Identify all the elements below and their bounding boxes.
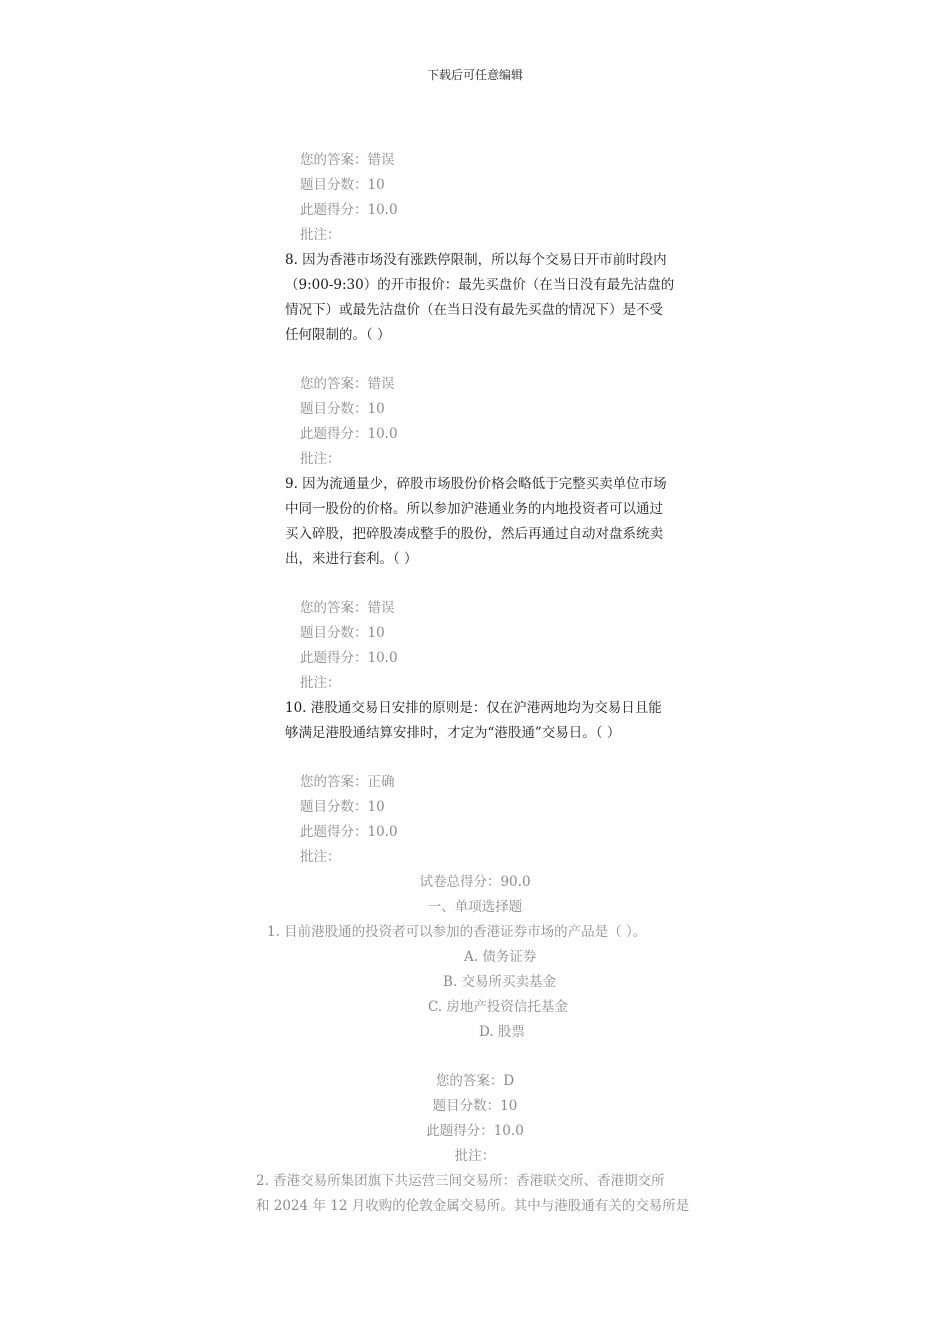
q9-result bbox=[300, 596, 398, 696]
question-line: 中同一股份的价格。所以参加沪港通业务的内地投资者可以通过 bbox=[285, 501, 663, 517]
your-answer: 您的答案：正确 bbox=[300, 774, 395, 790]
question-note: 批注： bbox=[300, 675, 341, 691]
question-score: 此题得分：10.0 bbox=[300, 650, 398, 666]
question-points: 题目分数：10 bbox=[432, 1098, 518, 1114]
question-points: 题目分数：10 bbox=[300, 799, 385, 815]
question-score: 此题得分：10.0 bbox=[426, 1123, 524, 1139]
mc-question-2-line: 2. 香港交易所集团旗下共运营三间交易所：香港联交所、香港期交所 bbox=[256, 1173, 665, 1189]
question-points: 题目分数：10 bbox=[300, 625, 385, 641]
question-line: 买入碎股，把碎股凑成整手的股份，然后再通过自动对盘系统卖 bbox=[285, 526, 663, 542]
question-points: 题目分数：10 bbox=[300, 177, 385, 193]
question-note: 批注： bbox=[454, 1148, 496, 1164]
question-line: 任何限制的。（ ） bbox=[285, 327, 391, 343]
question-line: （9:00-9:30）的开市报价：最先买盘价（在当日没有最先沽盘的 bbox=[285, 277, 675, 293]
question-points: 题目分数：10 bbox=[300, 401, 385, 417]
question-line: 8. 因为香港市场没有涨跌停限制，所以每个交易日开市前时段内 bbox=[285, 252, 667, 268]
question-score: 此题得分：10.0 bbox=[300, 202, 398, 218]
question-note: 批注： bbox=[300, 849, 341, 865]
option-b: B. 交易所买卖基金 bbox=[443, 974, 557, 990]
question-8 bbox=[285, 248, 705, 348]
mc-question-2-line: 和 2024 年 12 月收购的伦敦金属交易所。其中与港股通有关的交易所是 bbox=[256, 1198, 690, 1214]
question-line: 情况下）或最先沽盘价（在当日没有最先买盘的情况下）是不受 bbox=[285, 302, 663, 318]
question-10 bbox=[285, 696, 705, 746]
page-header: 下载后可任意编辑 bbox=[426, 68, 523, 82]
your-answer: 您的答案：错误 bbox=[300, 376, 395, 392]
total-score: 试卷总得分：90.0 bbox=[419, 874, 531, 890]
question-line: 出，来进行套利。（ ） bbox=[285, 551, 418, 567]
question-9 bbox=[285, 472, 705, 572]
question-note: 批注： bbox=[300, 451, 341, 467]
question-line: 9. 因为流通量少，碎股市场股份价格会略低于完整买卖单位市场 bbox=[285, 476, 667, 492]
question-note: 批注： bbox=[300, 227, 341, 243]
q10-result bbox=[300, 770, 398, 870]
your-answer: 您的答案：错误 bbox=[300, 152, 395, 168]
question-score: 此题得分：10.0 bbox=[300, 824, 398, 840]
your-answer: 您的答案：错误 bbox=[300, 600, 395, 616]
q7-result bbox=[300, 148, 398, 248]
option-c: C. 房地产投资信托基金 bbox=[428, 999, 568, 1015]
section-title: 一、单项选择题 bbox=[427, 899, 523, 915]
question-line: 10. 港股通交易日安排的原则是：仅在沪港两地均为交易日且能 bbox=[285, 700, 662, 716]
option-a: A. 债务证券 bbox=[464, 949, 537, 965]
your-answer: 您的答案：D bbox=[435, 1073, 515, 1089]
question-line: 够满足港股通结算安排时，才定为“港股通”交易日。（ ） bbox=[285, 725, 621, 741]
q8-result bbox=[300, 372, 398, 472]
option-d: D. 股票 bbox=[479, 1024, 525, 1040]
question-score: 此题得分：10.0 bbox=[300, 426, 398, 442]
mc-question-1: 1. 目前港股通的投资者可以参加的香港证券市场的产品是（ ）。 bbox=[267, 924, 647, 940]
